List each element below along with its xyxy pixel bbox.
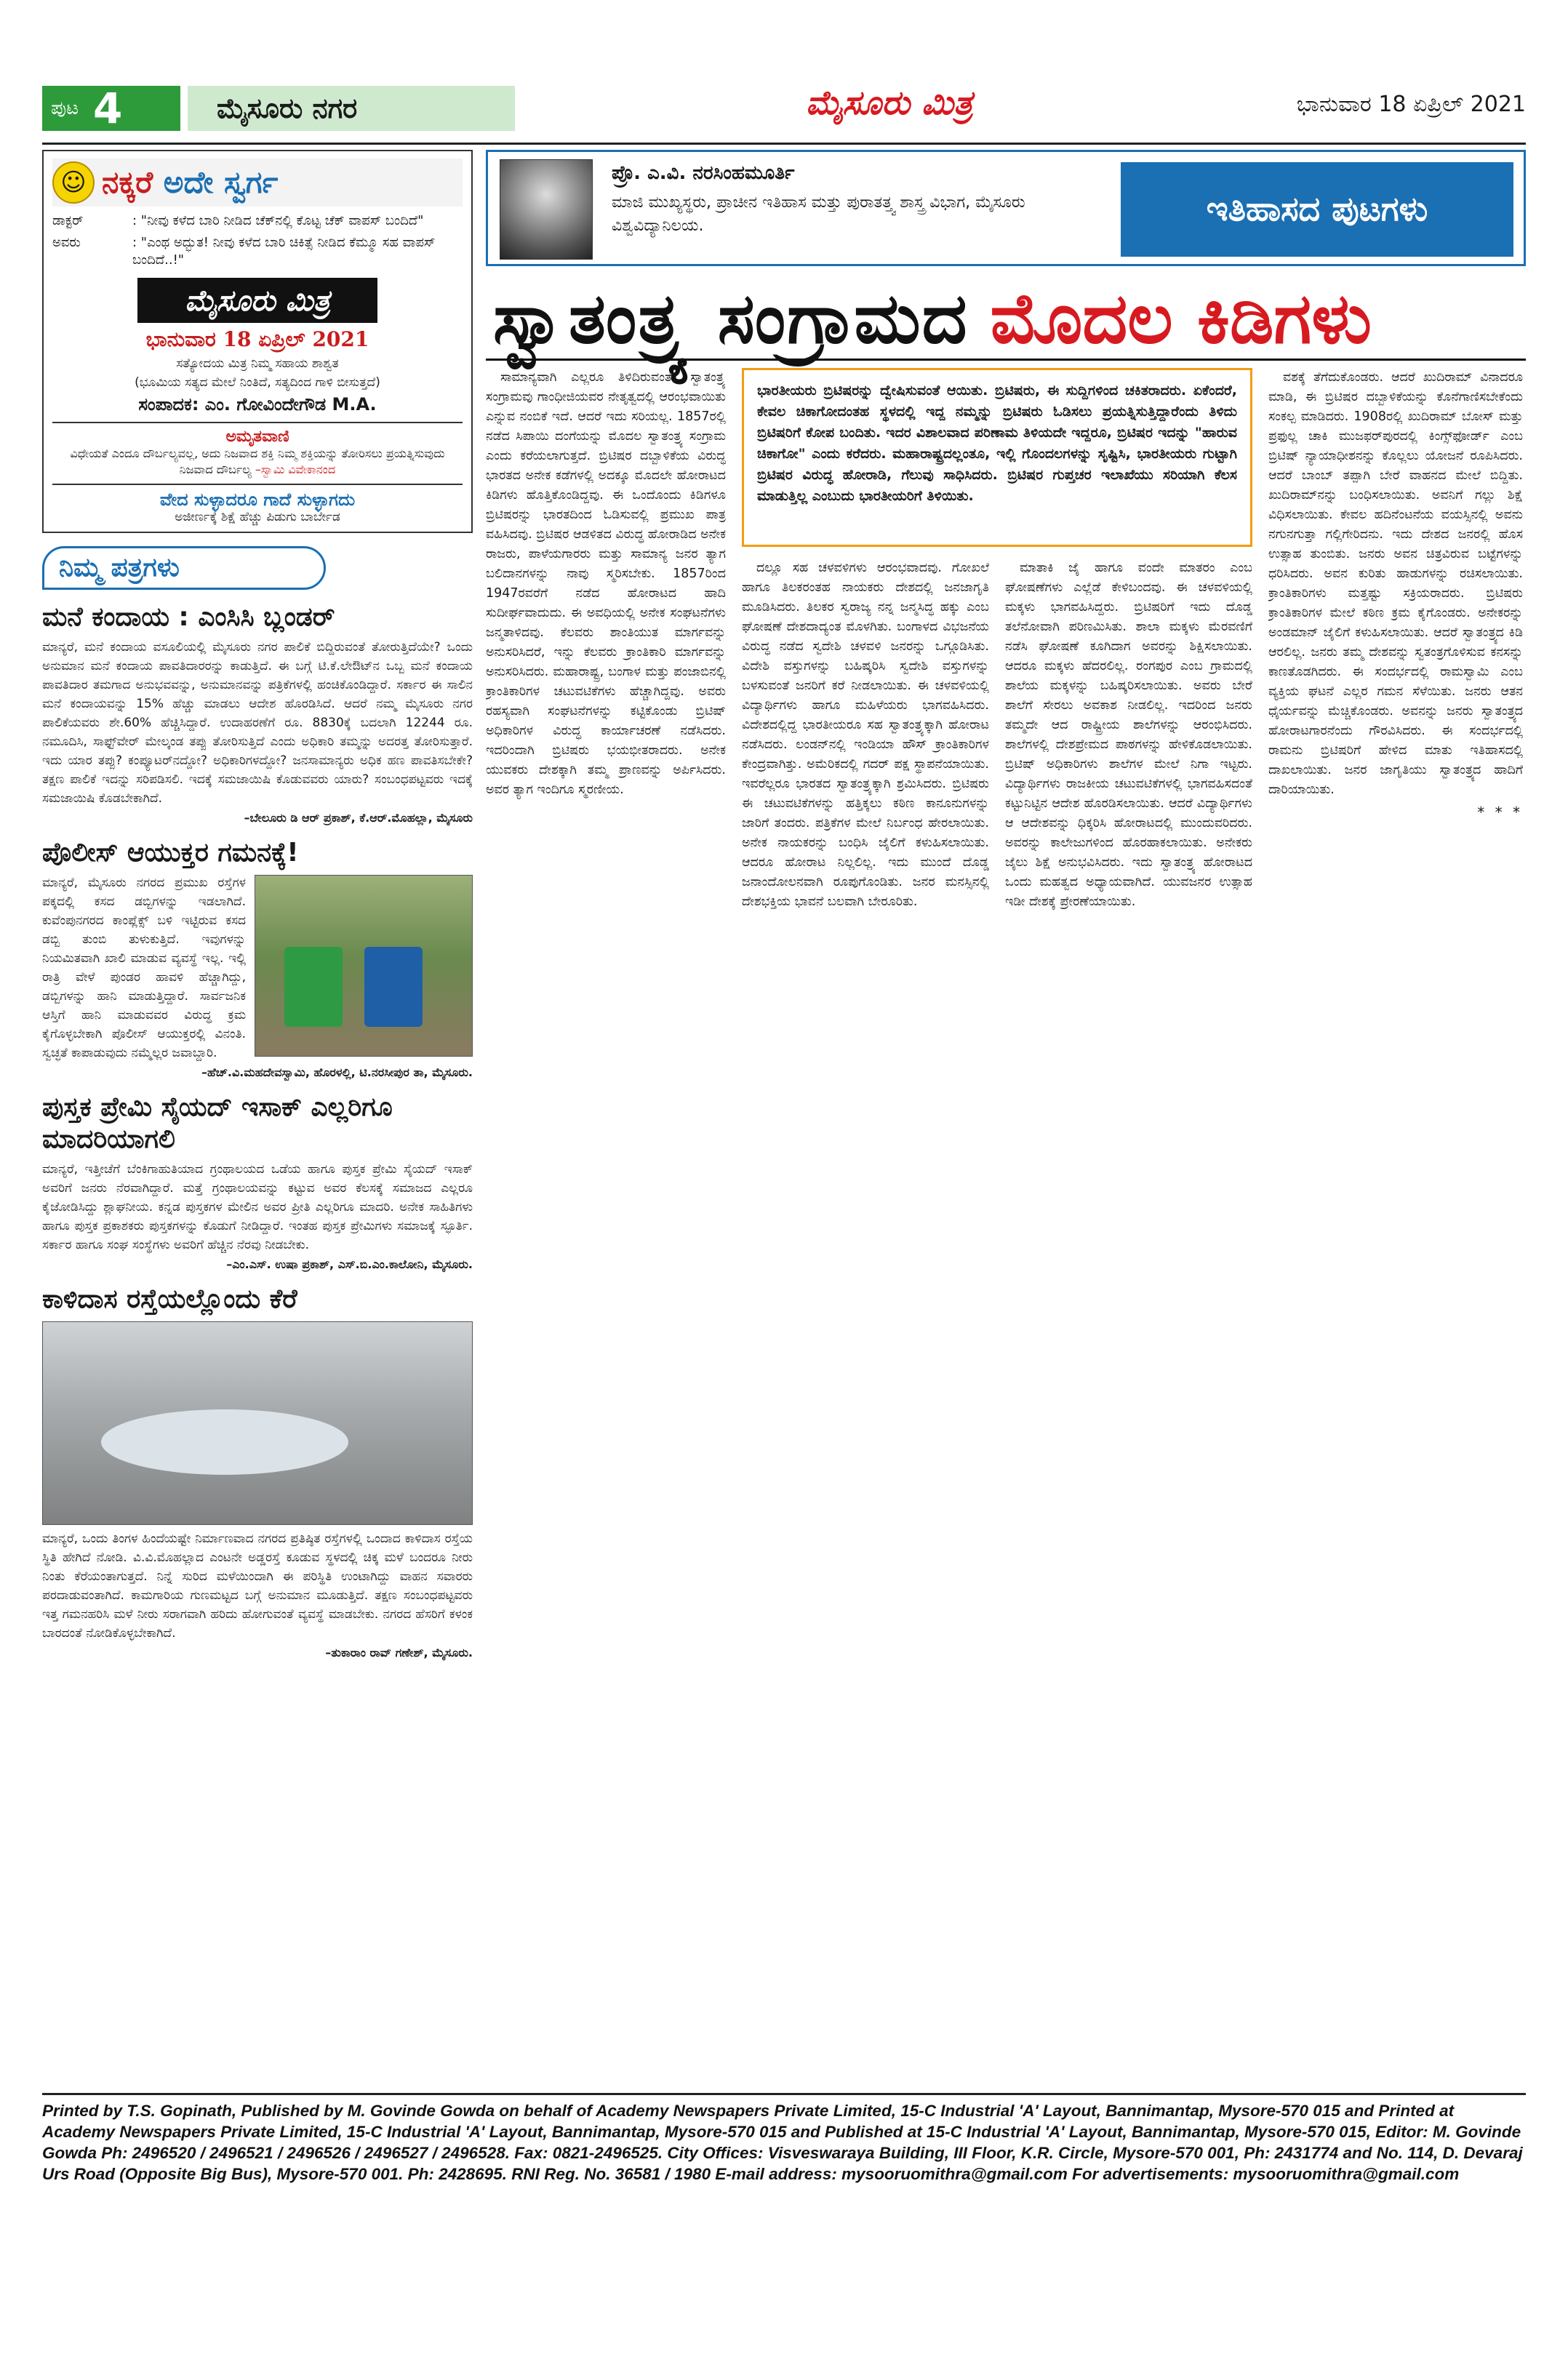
printer-imprint-footer: Printed by T.S. Gopinath, Published by M. Govinde Gowda on behalf of Academy Newspapers Private Limited, 15-C Industrial 'A' Layout, Bannimantap, Mysore-570 015 and Printed at Academy Newspapers Private Limited, 15-C Industrial 'A' Layout, Bannimantap, Mysore-570 015 and Published at 15-C Industrial 'A' Layout, Bannimantap, Mysore-570 015, Editor: M. Govinde Gowda Ph: 2496520 / 2496521 / 2496526 / 2496527 / 2496528. Fax: 0821-2496525. City Offices: Visveswaraya Building, III Floor, K.R. Circle, Mysore-570 001, Ph: 2431774 and No. 114, D. Devaraj Urs Road (Opposite Big Bus), Mysore-570 001. Ph: 2428695. RNI Reg. No. 36581 / 1980 E-mail address: mysooruomithra@gmail.com For advertisements: mysooruomithra@gmail.com <box>42 2102 1523 2183</box>
imprint-date: ಭಾನುವಾರ 18 ಏಪ್ರಿಲ್ 2021 <box>145 327 369 351</box>
author-block <box>486 150 1526 266</box>
article-column-1 <box>486 368 726 2084</box>
main-article <box>486 150 1526 2088</box>
dialog-row <box>52 212 463 230</box>
headline-black-part: ಸ್ವಾತಂತ್ರ್ಯ ಸಂಗ್ರಾಮದ <box>493 277 969 359</box>
pull-quote-text: ಭಾರತೀಯರು ಬ್ರಿಟಿಷರನ್ನು ದ್ವೇಷಿಸುವಂತೆ ಆಯಿತು. ಬ್ರಿಟಿಷರು, ಈ ಸುದ್ದಿಗಳಿಂದ ಚಕಿತರಾದರು. ಏಕೆಂದರೆ, ಕೇವಲ ಚಿಕಾಗೋದಂತಹ ಸ್ಥಳದಲ್ಲಿ ಇದ್ದ ನಮ್ಮನ್ನು ಬ್ರಿಟಿಷರು ಓಡಿಸಲು ಪ್ರಯತ್ನಿಸುತ್ತಿದ್ದಾರೆಂದು ತಿಳಿದು ಬ್ರಿಟಿಷರಿಗೆ ಕೋಪ ಬಂದಿತು. ಇದರ ವಿಶಾಲವಾದ ಪರಿಣಾಮ ತಿಳಿಯದೇ ಇದ್ದರೂ, ಬ್ರಿಟಿಷರ ಇದನ್ನು "ಹಾರುವ ಚಿಕಾಗೋ" ಎಂದು ಕರೆದರು. ಮಹಾರಾಷ್ಟ್ರದಲ್ಲಂತೂ, ಇಲ್ಲಿ ಗೊಂದಲಗಳನ್ನು ಸೃಷ್ಟಿಸಿ, ಭಾರತೀಯರು ಗುಟ್ಟಾಗಿ ಬ್ರಿಟಿಷರ ವಿರುದ್ಧ ಹೋರಾಡಿ, ಗೆಲುವು ಸಾಧಿಸಿದರು. ಬ್ರಿಟಿಷರ ಗುಪ್ತಚರ ಇಲಾಖೆಯು ಸರಿಯಾಗಿ ಕೆಲಸ ಮಾಡುತ್ತಿಲ್ಲ ಎಂಬುದು ಭಾರತೀಯರಿಗೆ ತಿಳಿಯಿತು. <box>757 383 1237 504</box>
blue-bin <box>364 947 423 1027</box>
waterlogged-road-photo <box>42 1321 473 1525</box>
imprint-editor: ಸಂಪಾದಕ: ಎಂ. ಗೋವಿಂದೇಗೌಡ M.A. <box>138 394 377 415</box>
end-mark: * * * <box>1477 804 1523 821</box>
proverb-box <box>52 484 463 524</box>
letter-body: ಮಾನ್ಯರೆ, ಇತ್ತೀಚೆಗೆ ಬೆಂಕಿಗಾಹುತಿಯಾದ ಗ್ರಂಥಾಲಯದ ಒಡೆಯ ಹಾಗೂ ಪುಸ್ತಕ ಪ್ರೇಮಿ ಸೈಯದ್ ಇಸಾಕ್ ಅವರಿಗೆ ಜನರು ನೆರವಾಗಿದ್ದಾರೆ. ಮತ್ತೆ ಗ್ರಂಥಾಲಯವನ್ನು ಕಟ್ಟುವ ಅವರ ಕೆಲಸಕ್ಕೆ ಸಮಾಜದ ಎಲ್ಲರೂ ಕೈಜೋಡಿಸಿದ್ದು ಶ್ಲಾಘನೀಯ. ಕನ್ನಡ ಪುಸ್ತಕಗಳ ಮೇಲಿನ ಅವರ ಪ್ರೀತಿ ಎಲ್ಲರಿಗೂ ಮಾದರಿ. ಅನೇಕ ಸಾಹಿತಿಗಳು ಹಾಗೂ ಪುಸ್ತಕ ಪ್ರಕಾಶಕರು ಪುಸ್ತಕಗಳನ್ನು ಕೊಡುಗೆ ನೀಡಿದ್ದಾರೆ. ಇಂತಹ ಪುಸ್ತಕ ಪ್ರೇಮಿಗಳು ಸಮಾಜಕ್ಕೆ ಸ್ಫೂರ್ತಿ. ಸರ್ಕಾರ ಹಾಗೂ ಸಂಘ ಸಂಸ್ಥೆಗಳು ಅವರಿಗೆ ಹೆಚ್ಚಿನ ನೆರವು ನೀಡಬೇಕು. <box>42 1162 473 1252</box>
humor-title <box>102 164 278 201</box>
humor-dialog <box>52 212 463 269</box>
letter-signature: –ಬೇಲೂರು ಡಿ ಆರ್ ಪ್ರಕಾಶ್, ಕೆ.ಆರ್.ಮೊಹಲ್ಲಾ, ಮೈಸೂರು <box>244 811 473 825</box>
proverb-title: ವೇದ ಸುಳ್ಳಾದರೂ ಗಾದೆ ಸುಳ್ಳಾಗದು <box>159 489 356 510</box>
speaker-line: : "ನೀವು ಕಳೆದ ಬಾರಿ ನೀಡಿದ ಚೆಕ್‌ನಲ್ಲಿ ಕೊಟ್ಟ ಚೆಕ್ ವಾಪಸ್ ಬಂದಿದೆ" <box>132 213 424 228</box>
letter-title: ಕಾಳಿದಾಸ ರಸ್ತೆಯಲ್ಲೊಂದು ಕೆರೆ <box>42 1284 297 1314</box>
imprint-logo: ಮೈಸೂರು ಮಿತ್ರ <box>137 278 377 323</box>
author-photo <box>500 159 593 260</box>
letter-body: ಮಾನ್ಯರೆ, ಒಂದು ತಿಂಗಳ ಹಿಂದೆಯಷ್ಟೇ ನಿರ್ಮಾಣವಾದ ನಗರದ ಪ್ರತಿಷ್ಠಿತ ರಸ್ತೆಗಳಲ್ಲಿ ಒಂದಾದ ಕಾಳಿದಾಸ ರಸ್ತೆಯ ಸ್ಥಿತಿ ಹೇಗಿದೆ ನೋಡಿ. ವಿ.ವಿ.ಮೊಹಲ್ಲಾದ ಎಂಟನೇ ಅಡ್ಡರಸ್ತೆ ಕೂಡುವ ಸ್ಥಳದಲ್ಲಿ ಚಿಕ್ಕ ಮಳೆ ಬಂದರೂ ನೀರು ನಿಂತು ಕೆರೆಯಂತಾಗುತ್ತದೆ. ನಿನ್ನೆ ಸುರಿದ ಮಳೆಯಿಂದಾಗಿ ಈ ಪರಿಸ್ಥಿತಿ ಉಂಟಾಗಿದ್ದು ವಾಹನ ಸವಾರರು ಪರದಾಡುವಂತಾಗಿದೆ. ಕಾಮಗಾರಿಯ ಗುಣಮಟ್ಟದ ಬಗ್ಗೆ ಅನುಮಾನ ಮೂಡುತ್ತಿದೆ. ತಕ್ಷಣ ಸಂಬಂಧಪಟ್ಟವರು ಇತ್ತ ಗಮನಹರಿಸಿ ಮಳೆ ನೀರು ಸರಾಗವಾಗಿ ಹರಿದು ಹೋಗುವಂತೆ ವ್ಯವಸ್ಥೆ ಮಾಡಬೇಕು. ನಗರದ ಹೆಸರಿಗೆ ಕಳಂಕ ಬಾರದಂತೆ ನೋಡಿಕೊಳ್ಳಬೇಕಾಗಿದೆ. <box>42 1532 473 1641</box>
letter-item <box>42 601 473 825</box>
column-flow <box>742 559 989 2084</box>
letter-body: ಮಾನ್ಯರೆ, ಮನೆ ಕಂದಾಯ ವಸೂಲಿಯಲ್ಲಿ ಮೈಸೂರು ನಗರ ಪಾಲಿಕೆ ಬಿದ್ದಿರುವಂತೆ ತೋರುತ್ತಿದೆಯೇ? ಒಂದು ಅನುಮಾನ ಮನೆ ಕಂದಾಯ ಪಾವತಿದಾರರನ್ನು ಕಾಡುತ್ತಿದೆ. ಈ ಬಗ್ಗೆ ಟಿ.ಕೆ.ಲೇಔಟ್‌ನ ಒಬ್ಬ ಮನೆ ಕಂದಾಯ ಪಾವತಿದಾರ ತಮಗಾದ ಅನುಭವವನ್ನು, ಅನುಮಾನವನ್ನು ಪತ್ರಿಕೆಗಳಲ್ಲಿ ಹಂಚಿಕೊಂಡಿದ್ದಾರೆ. ಸರ್ಕಾರ ಈ ಸಾಲಿನ ಮನೆ ಕಂದಾಯವನ್ನು 15% ಹೆಚ್ಚು ಮಾಡಲು ಆದೇಶ ಹೊರಡಿಸಿದೆ. ಆದರೆ ನಮ್ಮ ಮೈಸೂರು ನಗರ ಪಾಲಿಕೆಯವರು ಶೇ.60% ಹೆಚ್ಚಿಸಿದ್ದಾರೆ. ಉದಾಹರಣೆಗೆ ರೂ. 8830ಕ್ಕೆ ಬದಲಾಗಿ 12244 ರೂ. ನಮೂದಿಸಿ, ಸಾಫ್ಟ್‌ವೇರ್ ಮೇಲ್ಕಂಡ ತಪ್ಪು ತೋರಿಸುತ್ತಿದೆ ಎಂದು ಅಧಿಕಾರಿ ತಮ್ಮನ್ನು ಅದರತ್ತ ತೋರಿಸುತ್ತಾರೆ. ಇದು ಯಾರ ತಪ್ಪು? ಕಂಪ್ಯೂಟರ್‌ನದ್ದೋ? ಅಧಿಕಾರಿಗಳದ್ದೋ? ಜನಸಾಮಾನ್ಯರು ಅಧಿಕ ಹಣ ಪಾವತಿಸಬೇಕೇ? ತಕ್ಷಣ ಪಾಲಿಕೆ ಇದನ್ನು ಸರಿಪಡಿಸಲಿ. ಇದಕ್ಕೆ ಸಮಜಾಯಿಷಿ ಕೊಡುವವರು ಯಾರು? ಸಂಬಂಧಪಟ್ಟವರು ಇದಕ್ಕೆ ಸಮಜಾಯಿಷಿ ಕೊಡಬೇಕಾಗಿದೆ. <box>42 640 473 806</box>
article-column-4 <box>1268 368 1523 2084</box>
issue-date: ಭಾನುವಾರ 18 ಏಪ್ರಿಲ್ 2021 <box>1296 92 1526 117</box>
imprint-note: (ಭೂಮಿಯ ಸತ್ಯದ ಮೇಲೆ ನಿಂತಿದೆ, ಸತ್ಯದಿಂದ ಗಾಳಿ ಬೀಸುತ್ತದೆ) <box>135 375 380 390</box>
humor-title-part1: ನಕ್ಕರೆ <box>102 164 153 200</box>
footer-divider <box>42 2093 1526 2095</box>
article-paragraph: ವಶಕ್ಕೆ ತೆಗೆದುಕೊಂಡರು. ಆದರೆ ಖುದಿರಾಮ್ ವಿನಾದರೂ ಮಾಡಿ, ಈ ಬ್ರಿಟಿಷರ ದಬ್ಬಾಳಿಕೆಯನ್ನು ಕೊನೆಗಾಣಿಸಬೇಕೆಂದು ಸಂಕಲ್ಪ ಮಾಡಿದರು. 1908ರಲ್ಲಿ ಖುದಿರಾಮ್ ಬೋಸ್ ಮತ್ತು ಪ್ರಫುಲ್ಲ ಚಾಕಿ ಮುಜಫರ್‌ಪುರದಲ್ಲಿ ಕಿಂಗ್ಸ್‌ಫೋರ್ಡ್ ಎಂಬ ಬ್ರಿಟಿಷ್ ನ್ಯಾಯಾಧೀಶನನ್ನು ಕೊಲ್ಲಲು ಯೋಜನೆ ರೂಪಿಸಿದರು. ಆದರೆ ಬಾಂಬ್ ತಪ್ಪಾಗಿ ಬೇರೆ ವಾಹನದ ಮೇಲೆ ಬಿದ್ದಿತು. ಖುದಿರಾಮ್‌ನನ್ನು ಬಂಧಿಸಲಾಯಿತು. ಅವನಿಗೆ ಗಲ್ಲು ಶಿಕ್ಷೆ ವಿಧಿಸಲಾಯಿತು. ಕೇವಲ ಹದಿನೆಂಟನೆಯ ವಯಸ್ಸಿನಲ್ಲಿ ಅವನು ನಗುನಗುತ್ತಾ ಗಲ್ಲಿಗೇರಿದನು. ಇದು ದೇಶದ ಜನರಲ್ಲಿ ಹೊಸ ಉತ್ಸಾಹ ತುಂಬಿತು. ಜನರು ಅವನ ಚಿತ್ರವಿರುವ ಬಟ್ಟೆಗಳನ್ನು ಧರಿಸಿದರು. ಅವನ ಕುರಿತು ಹಾಡುಗಳನ್ನು ರಚಿಸಲಾಯಿತು. ಕ್ರಾಂತಿಕಾರಿಗಳು ಮತ್ತಷ್ಟು ಸಕ್ರಿಯರಾದರು. ಬ್ರಿಟಿಷರು ಕ್ರಾಂತಿಕಾರಿಗಳ ಮೇಲೆ ಕಠಿಣ ಕ್ರಮ ಕೈಗೊಂಡರು. ಅನೇಕರನ್ನು ಅಂಡಮಾನ್ ಜೈಲಿಗೆ ಕಳುಹಿಸಲಾಯಿತು. ಆದರೆ ಸ್ವಾತಂತ್ರ್ಯದ ಕಿಡಿ ಆರಲಿಲ್ಲ. ಜನರು ತಮ್ಮ ದೇಶವನ್ನು ಸ್ವತಂತ್ರಗೊಳಿಸುವ ಕನಸನ್ನು ಕಾಣತೊಡಗಿದರು. ಈ ಸಂದರ್ಭದಲ್ಲಿ ರಾಮಸ್ವಾಮಿ ಎಂಬ ವ್ಯಕ್ತಿಯ ಘಟನೆ ಎಲ್ಲರ ಗಮನ ಸೆಳೆಯಿತು. ಜನರು ಆತನ ಧೈರ್ಯವನ್ನು ಮೆಚ್ಚಿಕೊಂಡರು. ಅವನನ್ನು ಜನರು ಸ್ವಾತಂತ್ರ್ಯದ ಹೋರಾಟಗಾರನೆಂದು ಗೌರವಿಸಿದರು. ಈ ಸಂದರ್ಭದಲ್ಲಿ ರಾಮನು ಬ್ರಿಟಿಷರಿಗೆ ಹೇಳಿದ ಮಾತು ಇತಿಹಾಸದಲ್ಲಿ ದಾಖಲಾಯಿತು. ಜನರ ಜಾಗೃತಿಯು ಸ್ವಾತಂತ್ರ್ಯದ ಹಾದಿಗೆ ದಾರಿಯಾಯಿತು. <box>1268 370 1523 797</box>
letter-item <box>42 837 473 1080</box>
letter-body: ಮಾನ್ಯರೆ, ಮೈಸೂರು ನಗರದ ಪ್ರಮುಖ ರಸ್ತೆಗಳ ಪಕ್ಕದಲ್ಲಿ ಕಸದ ಡಬ್ಬಿಗಳನ್ನು ಇಡಲಾಗಿದೆ. ಕುವೆಂಪುನಗರದ ಕಾಂಪ್ಲೆಕ್ಸ್ ಬಳಿ ಇಟ್ಟಿರುವ ಕಸದ ಡಬ್ಬಿ ತುಂಬಿ ತುಳುಕುತ್ತಿದೆ. ಇವುಗಳನ್ನು ನಿಯಮಿತವಾಗಿ ಖಾಲಿ ಮಾಡುವ ವ್ಯವಸ್ಥೆ ಇಲ್ಲ. ಇಲ್ಲಿ ರಾತ್ರಿ ವೇಳೆ ಪುಂಡರ ಹಾವಳಿ ಹೆಚ್ಚಾಗಿದ್ದು, ಡಬ್ಬಿಗಳನ್ನು ಹಾನಿ ಮಾಡುತ್ತಿದ್ದಾರೆ. ಸಾರ್ವಜನಿಕ ಆಸ್ತಿಗೆ ಹಾನಿ ಮಾಡುವವರ ವಿರುದ್ಧ ಕ್ರಮ ಕೈಗೊಳ್ಳಬೇಕಾಗಿ ಪೊಲೀಸ್ ಆಯುಕ್ತರಲ್ಲಿ ವಿನಂತಿ. ಸ್ವಚ್ಛತೆ ಕಾಪಾಡುವುದು ನಮ್ಮೆಲ್ಲರ ಜವಾಬ್ದಾರಿ. <box>42 876 246 1060</box>
letter-signature: –ಎಂ.ಎಸ್. ಉಷಾ ಪ್ರಕಾಶ್, ಎಸ್.ಬಿ.ಎಂ.ಕಾಲೋನಿ, ಮೈಸೂರು. <box>226 1257 473 1271</box>
article-column-2 <box>742 368 989 2084</box>
speaker-line: : "ಎಂಥ ಅದ್ಭುತ! ನೀವು ಕಳೆದ ಬಾರಿ ಚಿಕಿತ್ಸೆ ನೀಡಿದ ಕೆಮ್ಮೂ ಸಹ ವಾಪಸ್ ಬಂದಿದೆ..!" <box>132 235 436 268</box>
amritavani-quote <box>52 446 463 478</box>
humor-box <box>42 150 473 533</box>
laughing-face-icon: ☺ <box>52 161 95 204</box>
header-divider <box>42 143 1526 145</box>
dialog-row <box>52 234 463 269</box>
left-column <box>42 150 473 2088</box>
imprint-slogan: ಸತ್ಯೋದಯ ಮಿತ್ರ ನಿಮ್ಮ ಸಹಾಯ ಶಾಶ್ವತ <box>176 356 339 371</box>
green-bin <box>284 947 343 1027</box>
article-paragraph: ಸಾಮಾನ್ಯವಾಗಿ ಎಲ್ಲರೂ ತಿಳಿದಿರುವಂತೆ, ಸ್ವಾತಂತ್ರ್ಯ ಸಂಗ್ರಾಮವು ಗಾಂಧೀಜಿಯವರ ನೇತೃತ್ವದಲ್ಲಿ ಆರಂಭವಾಯಿತು ಎನ್ನುವ ನಂಬಿಕೆ ಇದೆ. ಆದರೆ ಇದು ಸರಿಯಲ್ಲ. 1857ರಲ್ಲಿ ನಡೆದ ಸಿಪಾಯಿ ದಂಗೆಯನ್ನು ಮೊದಲ ಸ್ವಾತಂತ್ರ್ಯ ಸಂಗ್ರಾಮ ಎಂದು ಕರೆಯಲಾಗುತ್ತದೆ. ಬ್ರಿಟಿಷರ ದಬ್ಬಾಳಿಕೆಯ ವಿರುದ್ಧ ಭಾರತದ ಅನೇಕ ಕಡೆಗಳಲ್ಲಿ ಅದಕ್ಕೂ ಮೊದಲೇ ಹೋರಾಟದ ಕಿಡಿಗಳು ಹೊತ್ತಿಕೊಂಡಿದ್ದವು. ಈ ಒಂದೊಂದು ಕಿಡಿಗಳೂ ಬ್ರಿಟಿಷರನ್ನು ಭಾರತದಿಂದ ಓಡಿಸುವಲ್ಲಿ ಪ್ರಮುಖ ಪಾತ್ರ ವಹಿಸಿದವು. ಬ್ರಿಟಿಷರ ಆಡಳಿತದ ವಿರುದ್ಧ ಹೋರಾಡಿದ ಅನೇಕ ರಾಜರು, ಪಾಳೆಯಗಾರರು ಮತ್ತು ಸಾಮಾನ್ಯ ಜನರ ತ್ಯಾಗ ಬಲಿದಾನಗಳನ್ನು ನಾವು ಸ್ಮರಿಸಬೇಕು. 1857ರಿಂದ 1947ರವರೆಗೆ ನಡೆದ ಹೋರಾಟದ ಹಾದಿ ಸುದೀರ್ಘವಾದುದು. ಈ ಅವಧಿಯಲ್ಲಿ ಅನೇಕ ಸಂಘಟನೆಗಳು ಜನ್ಮತಾಳಿದವು. ಕೆಲವರು ಶಾಂತಿಯುತ ಮಾರ್ಗವನ್ನು ಅನುಸರಿಸಿದರೆ, ಇನ್ನು ಕೆಲವರು ಕ್ರಾಂತಿಕಾರಿ ಮಾರ್ಗವನ್ನು ಅನುಸರಿಸಿದರು. ಮಹಾರಾಷ್ಟ್ರ, ಬಂಗಾಳ ಮತ್ತು ಪಂಜಾಬಿನಲ್ಲಿ ಕ್ರಾಂತಿಕಾರಿಗಳ ಚಟುವಟಿಕೆಗಳು ಹೆಚ್ಚಾಗಿದ್ದವು. ಅವರು ರಹಸ್ಯವಾಗಿ ಸಂಘಟನೆಗಳನ್ನು ಕಟ್ಟಿಕೊಂಡು ಬ್ರಿಟಿಷ್ ಅಧಿಕಾರಿಗಳ ವಿರುದ್ಧ ಕಾರ್ಯಾಚರಣೆ ನಡೆಸಿದರು. ಇದರಿಂದಾಗಿ ಬ್ರಿಟಿಷರು ಭಯಭೀತರಾದರು. ಅನೇಕ ಯುವಕರು ದೇಶಕ್ಕಾಗಿ ತಮ್ಮ ಪ್ರಾಣವನ್ನು ಅರ್ಪಿಸಿದರು. ಅವರ ತ್ಯಾಗ ಇಂದಿಗೂ ಸ್ಮರಣೀಯ. <box>486 370 726 797</box>
headline-red-part: ಮೊದಲ ಕಿಡಿಗಳು <box>990 277 1372 359</box>
page-label: ಪುಟ <box>51 97 79 119</box>
article-column-3 <box>1005 368 1252 2084</box>
article-body <box>486 368 1526 2084</box>
quote-author: –ಸ್ವಾಮಿ ವಿವೇಕಾನಂದ <box>255 463 336 476</box>
letter-signature: –ಹೆಚ್.ವಿ.ಮಹದೇವಸ್ವಾಮಿ, ಹೊರಳಲ್ಲಿ, ಟಿ.ನರಸೀಪುರ ತಾ, ಮೈಸೂರು. <box>201 1065 473 1079</box>
letter-item <box>42 1092 473 1272</box>
letter-signature: –ತುಕಾರಾಂ ರಾವ್ ಗಣೇಶ್, ಮೈಸೂರು. <box>325 1646 473 1660</box>
page-header <box>42 81 1526 140</box>
humor-title-part2: ಅದೇ ಸ್ವರ್ಗ <box>163 164 279 200</box>
proverb-text: ಅಜೀರ್ಣಕ್ಕೆ ಶಿಕ್ಷೆ ಹೆಚ್ಚು ಪಿಡುಗು ಬಾರ್ಬೇಡ <box>175 510 340 524</box>
humor-header <box>52 159 463 207</box>
article-headline <box>486 279 1526 361</box>
puddle <box>101 1409 348 1475</box>
page-number: 4 <box>93 84 123 133</box>
author-name: ಪ್ರೊ. ಎ.ವಿ. ನರಸಿಂಹಮೂರ್ತಿ <box>612 162 795 184</box>
amritavani-box <box>52 422 463 478</box>
article-paragraph: ಮಾತಾಕಿ ಜೈ ಹಾಗೂ ವಂದೇ ಮಾತರಂ ಎಂಬ ಘೋಷಣೆಗಳು ಎಲ್ಲೆಡೆ ಕೇಳಿಬಂದವು. ಈ ಚಳವಳಿಯಲ್ಲಿ ಮಕ್ಕಳು ಭಾಗವಹಿಸಿದ್ದರು. ಬ್ರಿಟಿಷರಿಗೆ ಇದು ದೊಡ್ಡ ತಲೆನೋವಾಗಿ ಪರಿಣಮಿಸಿತು. ಶಾಲಾ ಮಕ್ಕಳು ಮೆರವಣಿಗೆ ನಡೆಸಿ ಘೋಷಣೆ ಕೂಗಿದಾಗ ಅವರನ್ನು ಶಿಕ್ಷಿಸಲಾಯಿತು. ಆದರೂ ಮಕ್ಕಳು ಹೆದರಲಿಲ್ಲ. ರಂಗಪುರ ಎಂಬ ಗ್ರಾಮದಲ್ಲಿ ಶಾಲೆಯ ಮಕ್ಕಳನ್ನು ಬಹಿಷ್ಕರಿಸಲಾಯಿತು. ಅವರು ಬೇರೆ ಶಾಲೆಗೆ ಸೇರಲು ಅವಕಾಶ ನೀಡಲಿಲ್ಲ. ಇದರಿಂದ ಜನರು ತಮ್ಮದೇ ಆದ ರಾಷ್ಟ್ರೀಯ ಶಾಲೆಗಳನ್ನು ಆರಂಭಿಸಿದರು. ಶಾಲೆಗಳಲ್ಲಿ ದೇಶಪ್ರೇಮದ ಪಾಠಗಳನ್ನು ಹೇಳಿಕೊಡಲಾಯಿತು. ಬ್ರಿಟಿಷ್ ಅಧಿಕಾರಿಗಳು ಶಾಲೆಗಳ ಮೇಲೆ ನಿಗಾ ಇಟ್ಟರು. ವಿದ್ಯಾರ್ಥಿಗಳು ರಾಜಕೀಯ ಚಟುವಟಿಕೆಗಳಲ್ಲಿ ಭಾಗವಹಿಸದಂತೆ ಕಟ್ಟುನಿಟ್ಟಿನ ಆದೇಶ ಹೊರಡಿಸಲಾಯಿತು. ಆದರೆ ವಿದ್ಯಾರ್ಥಿಗಳು ಆ ಆದೇಶವನ್ನು ಧಿಕ್ಕರಿಸಿ ಹೋರಾಟದಲ್ಲಿ ಮುಂದುವರಿದರು. ಅವರನ್ನು ಕಾಲೇಜುಗಳಿಂದ ಹೊರಹಾಕಲಾಯಿತು. ಅನೇಕರು ಜೈಲು ಶಿಕ್ಷೆ ಅನುಭವಿಸಿದರು. ಇದು ಸ್ವಾತಂತ್ರ್ಯ ಹೋರಾಟದ ಒಂದು ಮಹತ್ವದ ಅಧ್ಯಾಯವಾಗಿದೆ. ಯುವಜನರ ಉತ್ಸಾಹ ಇಡೀ ದೇಶಕ್ಕೆ ಪ್ರೇರಣೆಯಾಯಿತು. <box>1005 561 1252 909</box>
letter-title: ಮನೆ ಕಂದಾಯ : ಎಂಸಿಸಿ ಬ್ಲಂಡರ್ <box>42 602 335 632</box>
letter-item <box>42 1284 473 1660</box>
series-title: ಇತಿಹಾಸದ ಪುಟಗಳು <box>1121 162 1513 257</box>
masthead-logo: ಮೈಸೂರು ಮಿತ್ರ <box>806 83 973 122</box>
column-flow <box>1005 559 1252 2084</box>
author-description: ಮಾಜಿ ಮುಖ್ಯಸ್ಥರು, ಪ್ರಾಚೀನ ಇತಿಹಾಸ ಮತ್ತು ಪುರಾತತ್ತ್ವ ಶಾಸ್ತ್ರ ವಿಭಾಗ, ಮೈಸೂರು ವಿಶ್ವವಿದ್ಯಾನಿಲಯ. <box>612 193 1025 235</box>
garbage-bin-photo <box>255 875 473 1057</box>
page-number-box <box>42 86 180 131</box>
section-title: ಮೈಸೂರು ನಗರ <box>188 86 515 131</box>
speaker-label: ಅವರು <box>52 235 81 250</box>
letters-section-title: ನಿಮ್ಮ ಪತ್ರಗಳು <box>42 546 326 590</box>
speaker-label: ಡಾಕ್ಟರ್ <box>52 213 84 228</box>
letter-title: ಪುಸ್ತಕ ಪ್ರೇಮಿ ಸೈಯದ್ ಇಸಾಕ್ ಎಲ್ಲರಿಗೂ ಮಾದರಿಯಾಗಲಿ <box>42 1092 393 1154</box>
letter-title: ಪೊಲೀಸ್ ಆಯುಕ್ತರ ಗಮನಕ್ಕೆ! <box>42 838 299 868</box>
amritavani-title: ಅಮೃತವಾಣಿ <box>225 428 289 446</box>
article-paragraph: ದಲ್ಲೂ ಸಹ ಚಳವಳಿಗಳು ಆರಂಭವಾದವು. ಗೋಖಲೆ ಹಾಗೂ ತಿಲಕರಂತಹ ನಾಯಕರು ದೇಶದಲ್ಲಿ ಜನಜಾಗೃತಿ ಮೂಡಿಸಿದರು. ತಿಲಕರ ಸ್ವರಾಜ್ಯ ನನ್ನ ಜನ್ಮಸಿದ್ಧ ಹಕ್ಕು ಎಂಬ ಘೋಷಣೆ ದೇಶದಾದ್ಯಂತ ಮೊಳಗಿತು. ಬಂಗಾಳದ ವಿಭಜನೆಯ ವಿರುದ್ಧ ನಡೆದ ಸ್ವದೇಶಿ ಚಳವಳಿ ಜನರನ್ನು ಒಗ್ಗೂಡಿಸಿತು. ವಿದೇಶಿ ವಸ್ತುಗಳನ್ನು ಬಹಿಷ್ಕರಿಸಿ ಸ್ವದೇಶಿ ವಸ್ತುಗಳನ್ನು ಬಳಸುವಂತೆ ಜನರಿಗೆ ಕರೆ ನೀಡಲಾಯಿತು. ಈ ಚಳವಳಿಯಲ್ಲಿ ವಿದ್ಯಾರ್ಥಿಗಳು ಹಾಗೂ ಮಹಿಳೆಯರು ಭಾಗವಹಿಸಿದರು. ವಿದೇಶದಲ್ಲಿದ್ದ ಭಾರತೀಯರೂ ಸಹ ಸ್ವಾತಂತ್ರ್ಯಕ್ಕಾಗಿ ಹೋರಾಟ ನಡೆಸಿದರು. ಲಂಡನ್‌ನಲ್ಲಿ ಇಂಡಿಯಾ ಹೌಸ್ ಕ್ರಾಂತಿಕಾರಿಗಳ ಕೇಂದ್ರವಾಗಿತ್ತು. ಅಮೆರಿಕದಲ್ಲಿ ಗದರ್ ಪಕ್ಷ ಸ್ಥಾಪನೆಯಾಯಿತು. ಇವರೆಲ್ಲರೂ ಭಾರತದ ಸ್ವಾತಂತ್ರ್ಯಕ್ಕಾಗಿ ಶ್ರಮಿಸಿದರು. ಬ್ರಿಟಿಷರು ಈ ಚಟುವಟಿಕೆಗಳನ್ನು ಹತ್ತಿಕ್ಕಲು ಕಠಿಣ ಕಾನೂನುಗಳನ್ನು ಜಾರಿಗೆ ತಂದರು. ಪತ್ರಿಕೆಗಳ ಮೇಲೆ ನಿರ್ಬಂಧ ಹೇರಲಾಯಿತು. ಅನೇಕ ನಾಯಕರನ್ನು ಬಂಧಿಸಿ ಜೈಲಿಗೆ ಕಳುಹಿಸಲಾಯಿತು. ಆದರೂ ಹೋರಾಟ ನಿಲ್ಲಲಿಲ್ಲ. ಇದು ಮುಂದೆ ದೊಡ್ಡ ಜನಾಂದೋಲನವಾಗಿ ರೂಪುಗೊಂಡಿತು. ಜನರ ಮನಸ್ಸಿನಲ್ಲಿ ದೇಶಭಕ್ತಿಯ ಭಾವನೆ ಬಲವಾಗಿ ಬೇರೂರಿತು. <box>742 561 989 909</box>
quote-text: ವಿಧೇಯತೆ ಎಂದೂ ದೌರ್ಬಲ್ಯವಲ್ಲ, ಅದು ನಿಜವಾದ ಶಕ್ತಿ ನಿಮ್ಮ ಶಕ್ತಿಯನ್ನು ತೋರಿಸಲು ಪ್ರಯತ್ನಿಸುವುದು ನಿಜವಾದ ದೌರ್ಬಲ್ಯ <box>70 447 445 476</box>
